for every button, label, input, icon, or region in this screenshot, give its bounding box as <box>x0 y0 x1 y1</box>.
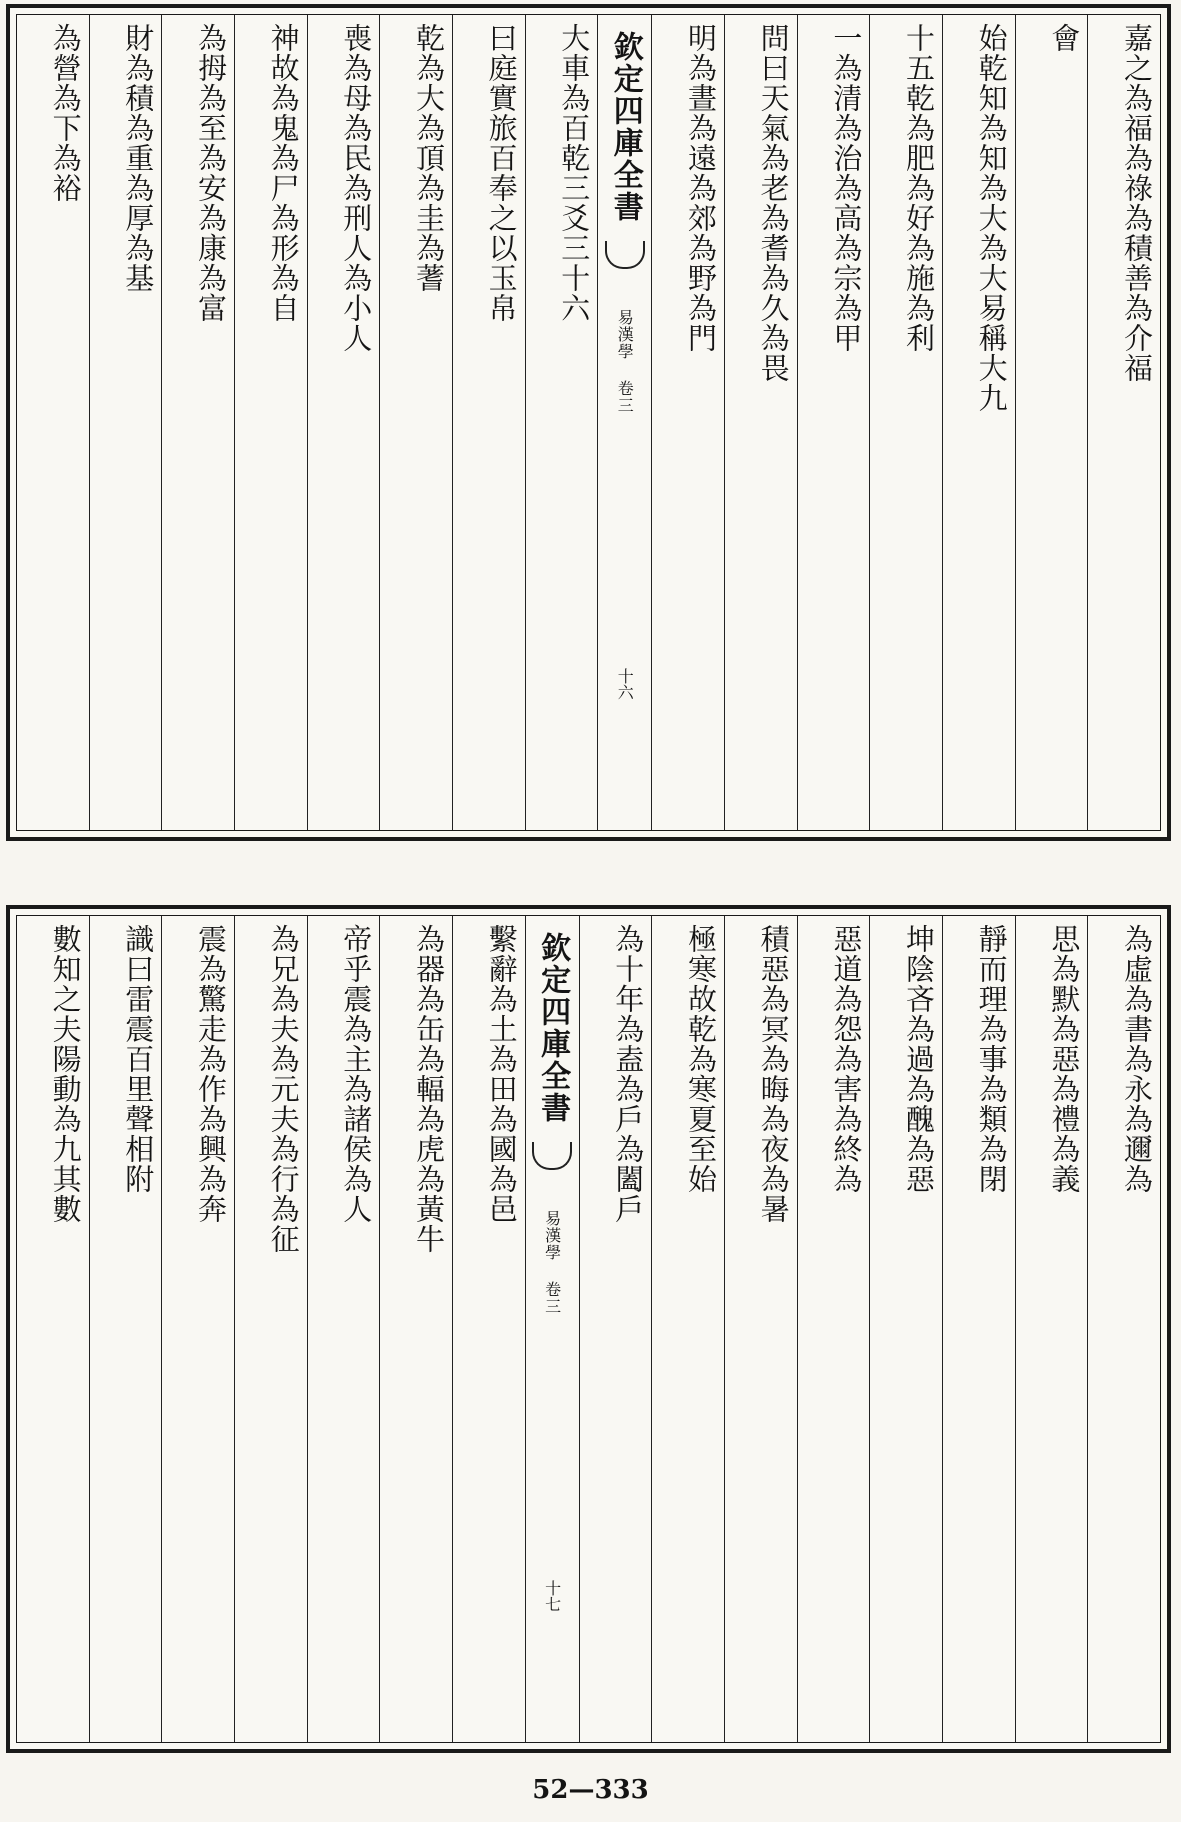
leaf-number: 十七 <box>542 1580 562 1612</box>
center-fold <box>598 15 652 830</box>
text-column: 嘉之為福為祿為積善為介福 <box>1120 23 1154 383</box>
text-column: 為十年為盍為戶為闔戶 <box>580 916 653 1742</box>
bottom-page-frame <box>16 915 1161 1743</box>
text-column: 帝乎震為主為諸侯為人 <box>308 916 381 1742</box>
text-column: 問曰天氣為老為耆為久為畏 <box>725 15 798 830</box>
page-number: 52—333 <box>532 1775 649 1805</box>
text-column: 識曰雷震百里聲相附 <box>90 916 163 1742</box>
text-column: 思為默為惡為禮為義 <box>1016 916 1089 1742</box>
top-text-columns <box>17 15 1160 830</box>
top-page-frame <box>16 14 1161 831</box>
text-column: 喪為母為民為刑人為小人 <box>308 15 381 830</box>
text-column: 為營為下為裕 <box>17 15 90 830</box>
volume-label: 易漢學 卷三 <box>542 1210 562 1315</box>
text-column: 為虛為書為永為邇為 <box>1120 924 1154 1194</box>
text-column: 十五乾為肥為好為施為利 <box>870 15 943 830</box>
book-title: 欽定四庫全書 <box>607 31 643 223</box>
bottom-text-columns <box>17 916 1160 1742</box>
text-column: 靜而理為事為類為閉 <box>943 916 1016 1742</box>
text-column: 為兄為夫為元夫為行為征 <box>235 916 308 1742</box>
text-column: 明為晝為遠為郊為野為門 <box>652 15 725 830</box>
text-column: 乾為大為頂為圭為蓍 <box>380 15 453 830</box>
text-column: 積惡為冥為晦為夜為暑 <box>725 916 798 1742</box>
text-column: 財為積為重為厚為基 <box>90 15 163 830</box>
center-fold <box>526 916 580 1742</box>
fish-tail-icon <box>605 241 645 269</box>
text-column: 繫辭為土為田為國為邑 <box>453 916 526 1742</box>
text-column: 始乾知為知為大為大易稱大九 <box>943 15 1016 830</box>
text-column: 震為驚走為作為興為奔 <box>162 916 235 1742</box>
text-column: 會 <box>1016 15 1089 830</box>
leaf-number: 十六 <box>615 668 635 700</box>
top-page <box>6 4 1171 841</box>
text-column: 一為清為治為高為宗為甲 <box>798 15 871 830</box>
fish-tail-icon <box>532 1142 572 1170</box>
bottom-page <box>6 905 1171 1753</box>
text-column: 惡道為怨為害為終為 <box>798 916 871 1742</box>
text-column: 數知之夫陽動為九其數 <box>17 916 90 1742</box>
volume-label: 易漢學 卷三 <box>615 309 635 414</box>
book-title: 欽定四庫全書 <box>535 932 571 1124</box>
text-column: 曰庭實旅百奉之以玉帛 <box>453 15 526 830</box>
text-column: 神故為鬼為尸為形為自 <box>235 15 308 830</box>
text-column: 為器為缶為輻為虎為黃牛 <box>380 916 453 1742</box>
text-column: 極寒故乾為寒夏至始 <box>652 916 725 1742</box>
text-column: 為拇為至為安為康為富 <box>162 15 235 830</box>
text-column: 坤陰吝為過為醜為惡 <box>870 916 943 1742</box>
text-column: 大車為百乾三爻三十六 <box>526 15 599 830</box>
